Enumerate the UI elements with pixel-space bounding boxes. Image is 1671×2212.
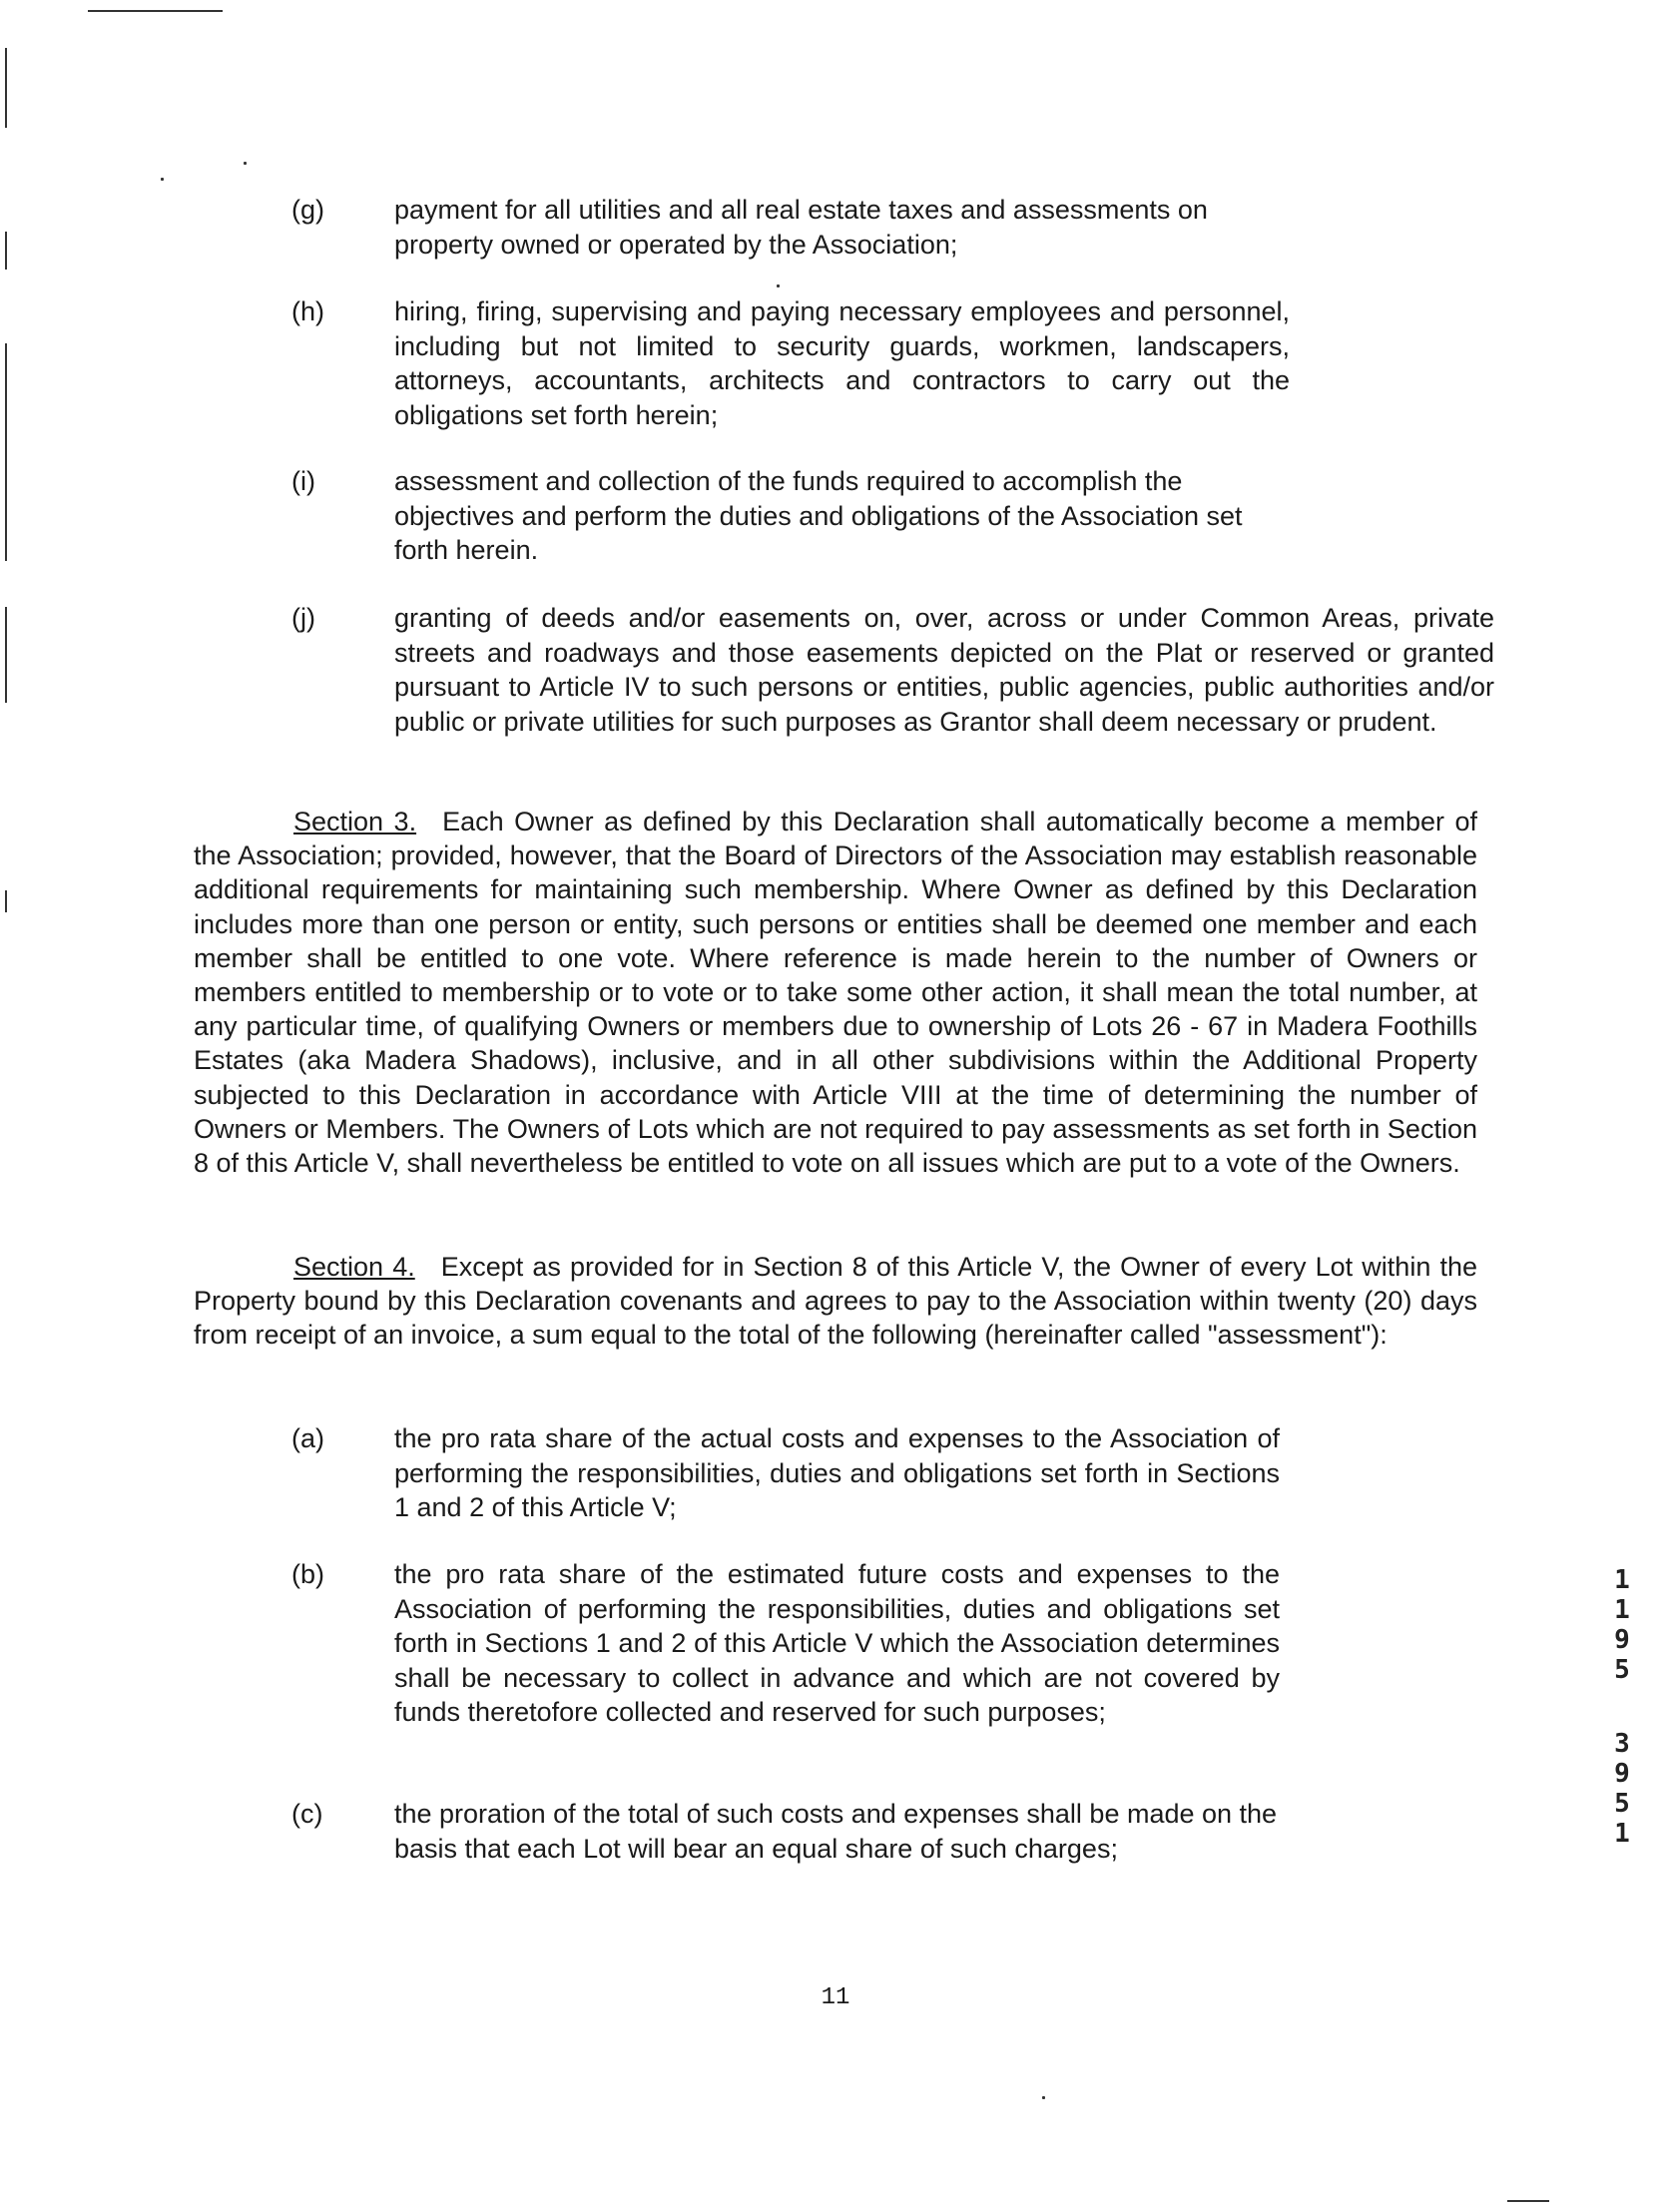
scan-speck: [244, 162, 247, 165]
list-item-a: [291, 1421, 1494, 1526]
item-letter: (b): [291, 1559, 324, 1589]
scan-line-left-4: [5, 607, 7, 703]
section-4-text: Except as provided for in Section 8 of this Article V, the Owner of every Lot within the Property bound by this Declaration covenants and agrees to pay to the Association within twenty (20) days from receipt of an invoice, a sum equal to the total of the following (hereinafter called "assessment"):: [194, 1252, 1477, 1351]
list-item-g: [291, 193, 1494, 265]
section-3-text: Each Owner as defined by this Declaration shall automatically become a member of the Association; provided, however, that the Board of Directors of the Association may establish reasonable additional requirements for maintaining such membership. Where Owner as defined by this Declaration includes more than one person or entity, such persons or entities shall be deemed one member and each member shall be entitled to one vote. Where reference is made herein to the number of Owners or members entitled to membership or to vote or to take some other action, it shall mean the total number, at any particular time, of qualifying Owners or members due to ownership of Lots 26 - 67 in Madera Foothills Estates (aka Madera Shadows), inclusive, and in all other subdivisions within the Additional Property subjected to this Declaration in accordance with Article VIII at the time of determining the number of Owners or Members. The Owners of Lots which are not required to pay assessments as set forth in Section 8 of this Article V, shall nevertheless be entitled to vote on all issues which are put to a vote of the Owners.: [194, 807, 1477, 1179]
item-text: the pro rata share of the estimated future costs and expenses to the Association of performing the responsibilities, duties and obligations set forth in Sections 1 and 2 of this Article V which the Association determines shall be necessary to collect in advance and which are not covered by funds theretofore collected and reserved for such purposes;: [394, 1559, 1280, 1727]
scan-line-left-5: [5, 890, 7, 912]
item-letter: (g): [291, 195, 324, 225]
item-text: payment for all utilities and all real estate taxes and assessments on property owned or operated by the Association;: [394, 195, 1208, 260]
item-letter: (h): [291, 296, 324, 326]
stamp-digit: 9: [1614, 1625, 1630, 1655]
stamp-digit: 3: [1614, 1729, 1630, 1759]
item-letter: (c): [291, 1799, 323, 1829]
scan-speck: [161, 178, 164, 181]
section-3-paragraph: [194, 805, 1477, 1180]
item-text: assessment and collection of the funds required to accomplish the objectives and perform the duties and obligations of the Association set forth herein.: [394, 466, 1243, 565]
scan-line-left-1: [5, 48, 7, 128]
item-text: the pro rata share of the actual costs and expenses to the Association of performing the responsibilities, duties and obligations set forth in Sections 1 and 2 of this Article V;: [394, 1423, 1280, 1522]
section-4-heading: Section 4.: [293, 1252, 415, 1282]
stamp-digit: 1: [1614, 1595, 1630, 1625]
stamp-digit: 1: [1614, 1819, 1630, 1849]
scan-line-top: [88, 10, 223, 12]
item-letter: (a): [291, 1423, 324, 1453]
item-letter: (j): [291, 603, 315, 633]
list-item-b: [291, 1557, 1494, 1767]
scan-line-bottom-right: [1507, 2200, 1549, 2202]
stamp-digit: 9: [1614, 1759, 1630, 1789]
item-text: the proration of the total of such costs and expenses shall be made on the basis that each Lot will bear an equal share of such charges;: [394, 1799, 1278, 1864]
list-item-i: [291, 464, 1494, 569]
section-4-paragraph: [194, 1250, 1477, 1353]
scan-line-left-3: [5, 343, 7, 561]
margin-stamp: [1609, 1565, 1635, 1849]
section-3-heading: Section 3.: [293, 807, 417, 836]
list-item-c: [291, 1797, 1494, 1869]
scan-speck: [1042, 2096, 1045, 2099]
stamp-gap: [1609, 1685, 1635, 1729]
stamp-digit: 5: [1614, 1789, 1630, 1819]
list-item-h: [291, 294, 1494, 434]
item-letter: (i): [291, 466, 315, 496]
list-item-j: [291, 601, 1494, 776]
stamp-digit: 5: [1614, 1655, 1630, 1685]
item-text: granting of deeds and/or easements on, over, across or under Common Areas, private streets and roadways and those easements depicted on the Plat or reserved or granted pursuant to Article IV to such persons or entities, public agencies, public authorities and/or public or private utilities for such purposes as Grantor shall deem necessary or prudent.: [394, 603, 1494, 737]
scan-line-left-2: [5, 232, 7, 270]
stamp-digit: 1: [1614, 1565, 1630, 1595]
page-number: 11: [821, 1984, 850, 2011]
item-text: hiring, firing, supervising and paying necessary employees and personnel, including but not limited to security guards, workmen, landscapers, attorneys, accountants, architects and contractors to carry out the obligations set forth herein;: [394, 296, 1290, 430]
scan-speck: [777, 284, 780, 287]
